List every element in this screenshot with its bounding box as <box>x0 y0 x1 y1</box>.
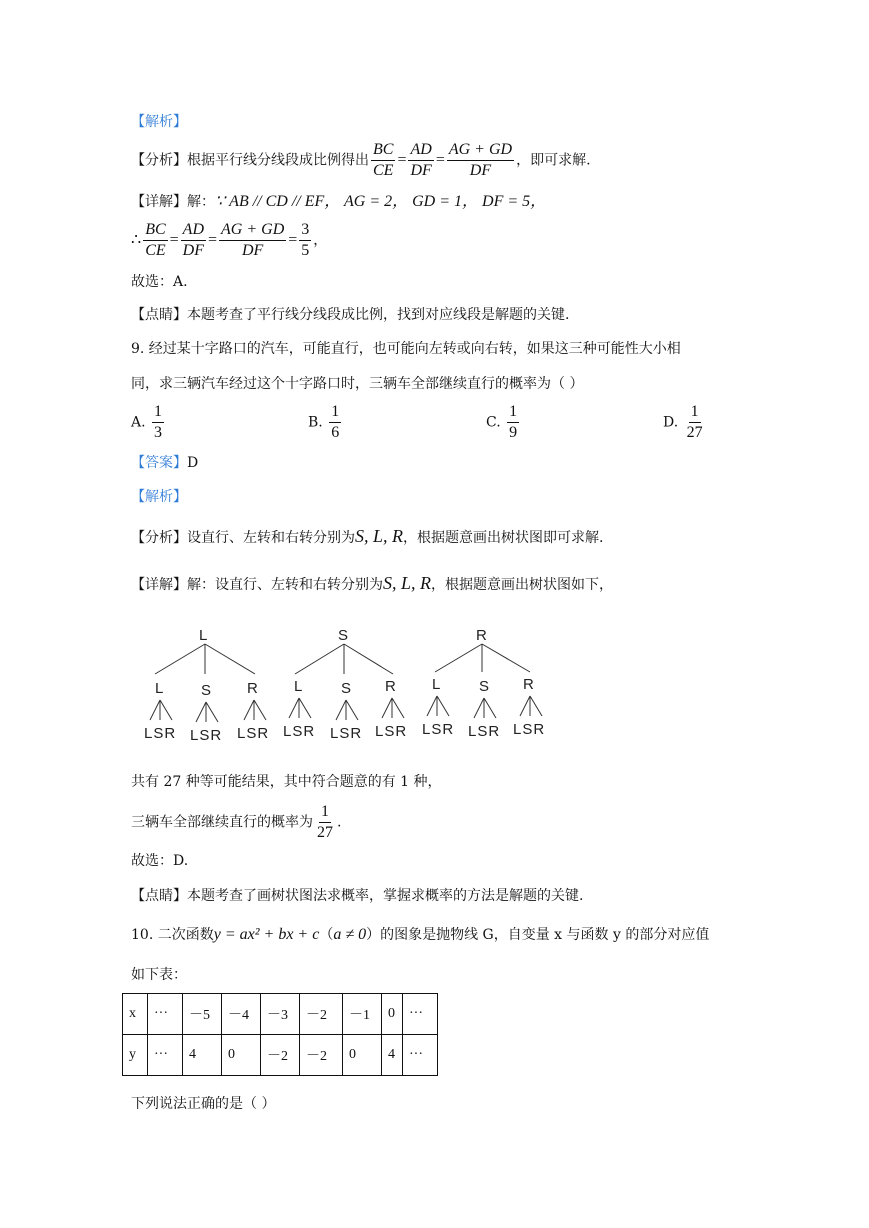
table-cell: －2 <box>261 1035 300 1076</box>
tree-root-1: L <box>199 627 208 644</box>
option-d: D. $\frac{1}{27}$ <box>663 403 703 441</box>
table-cell: －2 <box>300 1035 343 1076</box>
option-a-fraction: $\frac{1}{3}$ <box>154 403 163 441</box>
tree-leaf-3-3: LSR <box>513 721 546 738</box>
tree-leaf-1-1: LSR <box>144 725 177 742</box>
question-9-line-2: 同，求三辆汽车经过这个十字路口时，三辆车全部继续直行的概率为（ ） <box>131 376 584 392</box>
question-9-line-1: 9. 经过某十字路口的汽车，可能直行，也可能向左转或向右转，如果这三种可能性大小相 <box>131 341 681 357</box>
table-cell: ··· <box>403 1035 438 1076</box>
fraction-bc-ce-2: $\frac{BC}{CE}$ <box>145 221 166 259</box>
table-cell: x <box>123 994 148 1035</box>
tree-leaf-3-1: LSR <box>422 721 455 738</box>
detail-line-1: 【详解】解：∵ AB // CD // EF， AG = 2， GD = 1， DF = 5， <box>131 193 547 210</box>
comment-line-2: 【点睛】本题考查了画树状图法求概率，掌握求概率的方法是解题的关键. <box>131 888 584 904</box>
fraction-3-5: $\frac{3}{5}$ <box>301 221 310 259</box>
tree-node-2-3: R <box>385 678 396 695</box>
tree-leaf-2-2: LSR <box>330 725 363 742</box>
tree-node-3-2: S <box>479 678 490 695</box>
tree-node-1-2: S <box>201 682 212 699</box>
tree-node-3-3: R <box>523 676 534 693</box>
analysis-line-2: 【分析】设直行、左转和右转分别为S, L, R，根据题意画出树状图即可求解. <box>131 526 604 546</box>
tree-diagram <box>140 620 560 750</box>
answer-choice-2: 故选：D. <box>131 853 189 869</box>
fraction-ag-gd-df: $\frac{AG + GD}{DF}$ <box>448 141 513 179</box>
section-jiexi-2: 【解析】 <box>131 489 187 505</box>
table-cell: y <box>123 1035 148 1076</box>
total-outcomes-line: 共有 27 种等可能结果，其中符合题意的有 1 种， <box>131 774 442 790</box>
tree-leaf-1-3: LSR <box>237 725 270 742</box>
answer-line: 【答案】D <box>131 455 199 471</box>
question-10-prompt: 下列说法正确的是（ ） <box>131 1096 276 1112</box>
tree-leaf-1-2: LSR <box>190 727 223 744</box>
fraction-1-27: $\frac{1}{27}$ <box>317 803 333 841</box>
table-cell: 0 <box>222 1035 261 1076</box>
tree-node-1-1: L <box>155 680 164 697</box>
section-jiexi-1: 【解析】 <box>131 114 187 130</box>
table-row-x <box>123 994 438 1035</box>
option-b-fraction: $\frac{1}{6}$ <box>331 403 340 441</box>
tree-leaf-2-3: LSR <box>375 723 408 740</box>
tree-leaf-3-2: LSR <box>468 723 501 740</box>
table-cell: 0 <box>343 1035 382 1076</box>
table-cell: －1 <box>343 994 382 1035</box>
table-cell: 4 <box>382 1035 403 1076</box>
table-row-y <box>123 1035 438 1076</box>
tree-leaf-2-1: LSR <box>283 723 316 740</box>
question-10-line-1: 10. 二次函数y = ax² + bx + c（a ≠ 0）的图象是抛物线 G，自变量 x 与函数 y 的部分对应值 <box>131 926 710 943</box>
fraction-ad-df-2: $\frac{AD}{DF}$ <box>182 221 204 259</box>
table-cell: 0 <box>382 994 403 1035</box>
table-cell: －3 <box>261 994 300 1035</box>
fraction-ag-gd-df-2: $\frac{AG + GD}{DF}$ <box>221 221 285 259</box>
table-cell: －5 <box>183 994 222 1035</box>
tree-root-3: R <box>476 627 487 644</box>
table-cell: 4 <box>183 1035 222 1076</box>
table-cell: －2 <box>300 994 343 1035</box>
table-cell: ··· <box>403 994 438 1035</box>
tree-node-3-1: L <box>432 676 441 693</box>
tree-node-2-1: L <box>294 678 303 695</box>
answer-choice-1: 故选：A. <box>131 274 188 290</box>
comment-line-1: 【点睛】本题考查了平行线分线段成比例，找到对应线段是解题的关键. <box>131 307 570 323</box>
tree-node-1-3: R <box>247 680 258 697</box>
option-b: B. $\frac{1}{6}$ <box>308 403 340 441</box>
detail-line-2: 【详解】解：设直行、左转和右转分别为S, L, R，根据题意画出树状图如下， <box>131 573 614 593</box>
analysis-line-1: 【分析】根据平行线分线段成比例得出 $\frac{BC}{CE}$ = $\frac{AD}{DF}$ = $\frac{AG + GD}{DF}$ ，即可求解. <box>131 141 591 179</box>
option-d-fraction: $\frac{1}{27}$ <box>686 403 703 441</box>
tree-node-2-2: S <box>341 680 352 697</box>
probability-line: 三辆车全部继续直行的概率为 $\frac{1}{27}$ . <box>131 803 342 841</box>
tree-root-2: S <box>338 627 349 644</box>
fraction-bc-ce: $\frac{BC}{CE}$ <box>373 141 394 179</box>
table-cell: －4 <box>222 994 261 1035</box>
detail-equation: ∴ $\frac{BC}{CE}$ = $\frac{AD}{DF}$ = $\frac{AG + GD}{DF}$ = $\frac{3}{5}$ ， <box>131 221 328 259</box>
fraction-ad-df: $\frac{AD}{DF}$ <box>410 141 432 179</box>
option-c-fraction: $\frac{1}{9}$ <box>509 403 518 441</box>
question-10-line-2: 如下表： <box>131 967 187 983</box>
value-table <box>122 993 438 1076</box>
table-cell: ··· <box>148 1035 183 1076</box>
option-a: A. $\frac{1}{3}$ <box>131 403 163 441</box>
table-cell: ··· <box>148 994 183 1035</box>
option-c: C. $\frac{1}{9}$ <box>486 403 518 441</box>
